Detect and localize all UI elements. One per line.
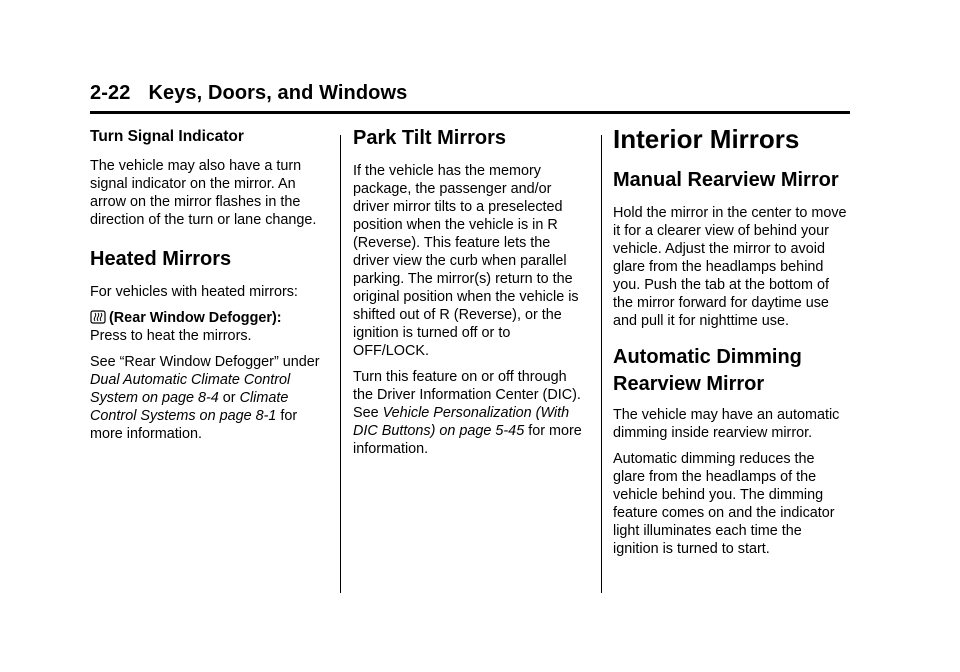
turn-feature-paragraph: [353, 368, 589, 458]
climate-control-link-2[interactable]: Climate Control Systems on page 8-1: [90, 390, 289, 424]
interior-mirrors-heading: Interior Mirrors: [613, 124, 800, 154]
header-rule: [90, 111, 850, 114]
defogger-text: Press to heat the mirrors.: [90, 328, 252, 344]
column-1: [90, 124, 322, 451]
column-divider-2: [601, 135, 602, 593]
see-suffix: for more information.: [90, 408, 298, 442]
manual-rearview-heading: Manual Rearview Mirror: [613, 169, 839, 191]
park-tilt-heading: Park Tilt Mirrors: [353, 127, 507, 149]
manual-rearview-text: Hold the mirror in the center to move it for a clearer view of behind your vehicle. Adjust the mirror to avoid glare from the headlamps behind you. Push the tab at the bottom of the mirror forward for daytime use and pull it for nighttime use.: [613, 205, 847, 329]
auto-dimming-text-1: The vehicle may have an automatic dimming inside rearview mirror.: [613, 407, 840, 441]
turn-suffix: for more information.: [353, 423, 582, 457]
column-2: [353, 124, 589, 466]
see-defogger-paragraph: [90, 353, 322, 443]
defogger-paragraph: [90, 309, 322, 345]
vehicle-personalization-link[interactable]: Vehicle Personalization (With DIC Buttons) on page 5-45: [353, 405, 570, 439]
column-3: [613, 124, 849, 566]
rear-window-defogger-icon: [90, 310, 106, 324]
defogger-label: (Rear Window Defogger):: [109, 310, 282, 326]
header-title: [90, 82, 407, 105]
climate-control-link-1[interactable]: Dual Automatic Climate Control System on page 8-4: [90, 372, 291, 406]
section-title: Keys, Doors, and Windows: [148, 82, 408, 104]
heated-intro: For vehicles with heated mirrors:: [90, 284, 298, 300]
turn-prefix: Turn this feature on or off through the Driver Information Center (DIC). See: [353, 369, 581, 421]
heated-mirrors-heading: Heated Mirrors: [90, 248, 232, 270]
auto-dimming-text-2: Automatic dimming reduces the glare from the headlamps of the vehicle behind you. The dimming feature comes on and the indicator light illuminates each time the ignition is turned to start.: [613, 451, 835, 557]
turn-signal-text: The vehicle may also have a turn signal indicator on the mirror. An arrow on the mirror flashes in the direction of the turn or lane change.: [90, 158, 317, 228]
park-tilt-text: If the vehicle has the memory package, the passenger and/or driver mirror tilts to a preselected position when the vehicle is in R (Reverse). This feature lets the driver view the curb when parallel parking. The mirror(s) return to the original position when the vehicle is shifted out of R (Reverse), or the ignition is turned off or to OFF/LOCK.: [353, 163, 579, 359]
see-or: or: [218, 390, 240, 406]
page-number: 2-22: [90, 82, 131, 104]
turn-signal-heading: Turn Signal Indicator: [90, 128, 244, 145]
auto-dimming-heading: Automatic Dimming Rearview Mirror: [613, 346, 802, 395]
column-divider-1: [340, 135, 341, 593]
see-prefix: See “Rear Window Defogger” under: [90, 354, 320, 370]
